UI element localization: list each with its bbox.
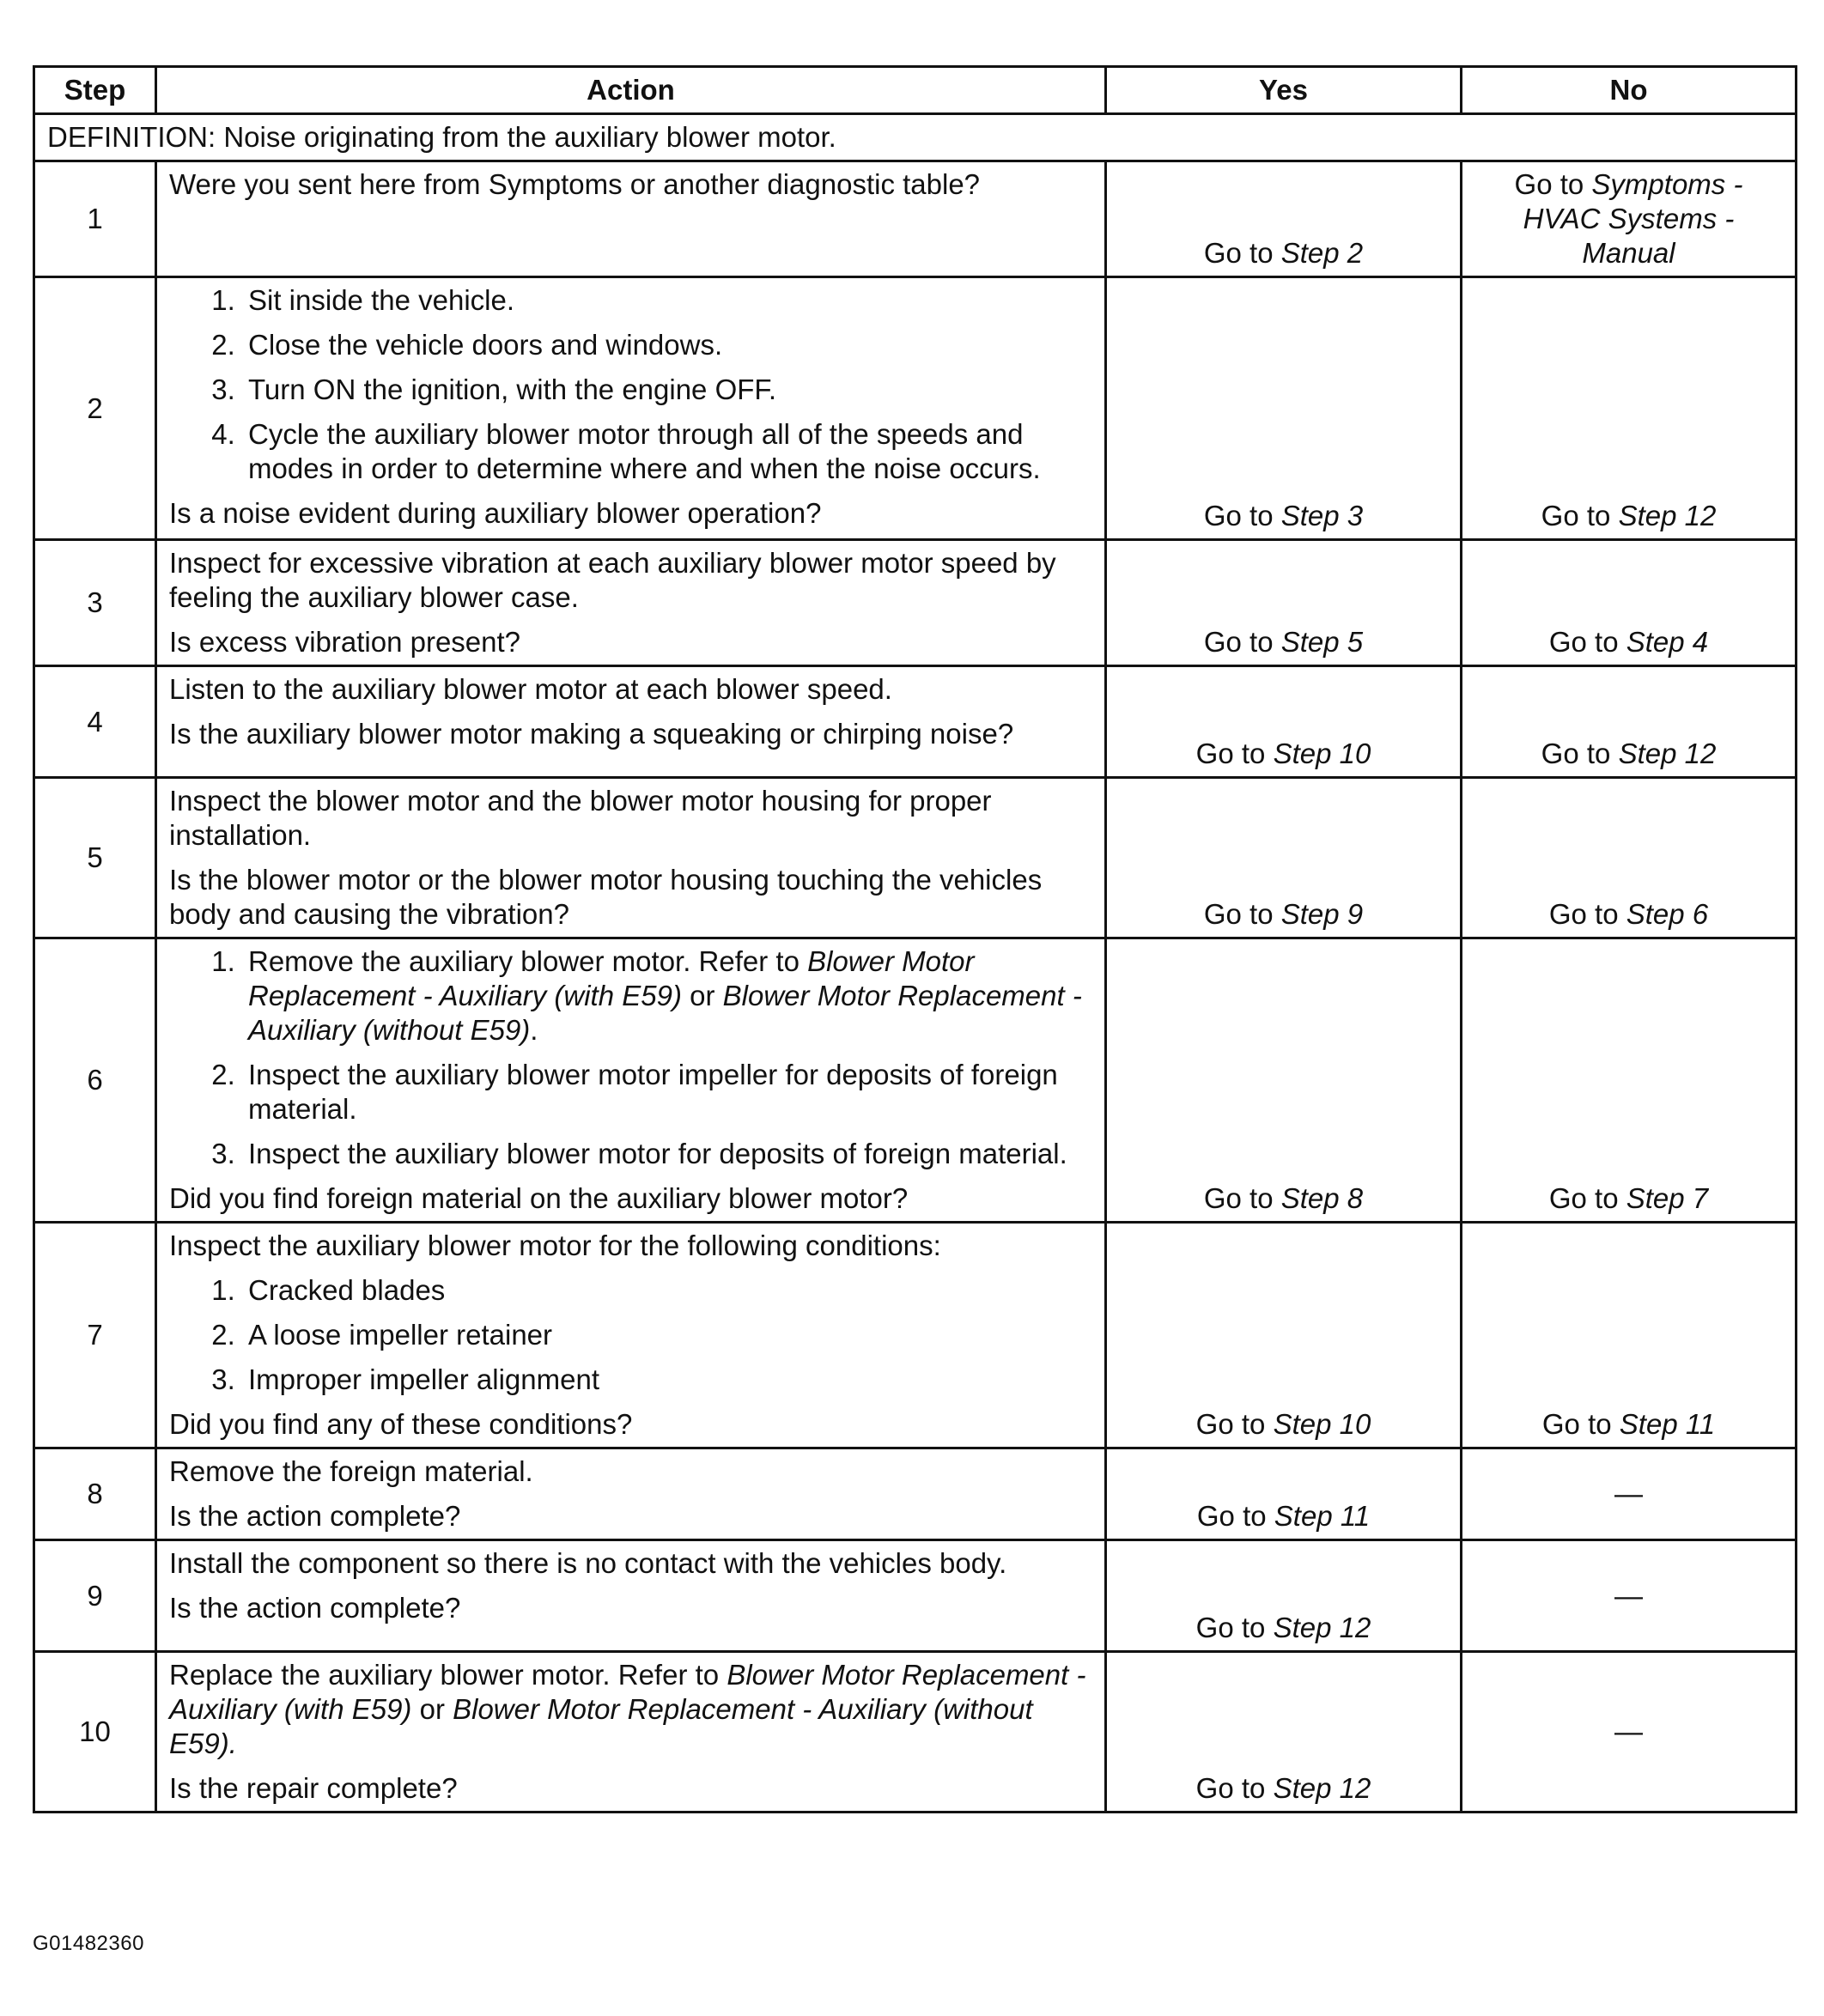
goto-prefix: Go to <box>1541 738 1619 769</box>
step-number: 10 <box>34 1652 156 1813</box>
action-cell <box>156 161 1106 277</box>
goto-target-link[interactable]: Step 11 <box>1274 1500 1371 1532</box>
goto-prefix: Go to <box>1203 1182 1281 1214</box>
goto-target-link[interactable]: Step 12 <box>1618 500 1717 531</box>
table-row <box>34 938 1797 1223</box>
header-row <box>34 67 1797 114</box>
table-row <box>34 277 1797 540</box>
step-number: 6 <box>34 938 156 1223</box>
goto-prefix: Go to <box>1548 626 1626 658</box>
action-cell <box>156 1540 1106 1652</box>
action-cell <box>156 540 1106 666</box>
figure-id: G01482360 <box>33 1932 144 1955</box>
step-number: 1 <box>34 161 156 277</box>
goto-target-link[interactable]: Step 2 <box>1280 237 1364 269</box>
procedure-list <box>169 1273 1092 1397</box>
reference-link[interactable]: Blower Motor Replacement - Auxiliary (without E59) <box>248 980 1082 1046</box>
goto-prefix: Go to <box>1195 738 1274 769</box>
action-cell <box>156 778 1106 938</box>
action-text: Remove the foreign material. <box>169 1455 533 1487</box>
goto-target-link[interactable]: Step 9 <box>1280 898 1364 930</box>
action-text: Inspect for excessive vibration at each auxiliary blower motor speed by feeling the auxiliary blower case. <box>169 547 1056 613</box>
no-cell <box>1462 540 1797 666</box>
goto-prefix: Go to <box>1541 500 1619 531</box>
action-text: Listen to the auxiliary blower motor at each blower speed. <box>169 673 892 705</box>
procedure-list <box>169 283 1092 486</box>
not-applicable-dash: — <box>1614 1478 1643 1509</box>
yes-cell <box>1106 1448 1462 1540</box>
action-cell <box>156 277 1106 540</box>
goto-target-link[interactable]: Step 8 <box>1280 1182 1364 1214</box>
action-cell <box>156 666 1106 778</box>
goto-prefix: Go to <box>1203 237 1281 269</box>
step-number: 8 <box>34 1448 156 1540</box>
action-text <box>169 1658 1092 1761</box>
yes-cell <box>1106 666 1462 778</box>
goto-prefix: Go to <box>1195 1612 1274 1643</box>
goto-prefix: Go to <box>1541 1408 1620 1440</box>
goto-target-link[interactable]: Symptoms - HVAC Systems - Manual <box>1523 168 1743 269</box>
not-applicable-dash: — <box>1614 1715 1643 1747</box>
action-text: Is the action complete? <box>169 1500 461 1532</box>
no-cell <box>1462 161 1797 277</box>
table-row <box>34 161 1797 277</box>
procedure-step: 1. Sit inside the vehicle. <box>243 283 1092 318</box>
yes-cell <box>1106 161 1462 277</box>
definition-text: DEFINITION: Noise originating from the auxiliary blower motor. <box>34 114 1797 161</box>
reference-link[interactable]: Blower Motor Replacement - Auxiliary (with E59) <box>248 945 975 1011</box>
action-text: Did you find foreign material on the auxiliary blower motor? <box>169 1182 909 1214</box>
no-cell <box>1462 938 1797 1223</box>
action-text: Is the repair complete? <box>169 1772 458 1804</box>
no-cell <box>1462 1540 1797 1652</box>
action-text: Is excess vibration present? <box>169 626 521 658</box>
yes-cell <box>1106 778 1462 938</box>
definition-row <box>34 114 1797 161</box>
goto-prefix: Go to <box>1195 1772 1274 1804</box>
goto-target-link[interactable]: Step 11 <box>1619 1408 1716 1440</box>
goto-target-link[interactable]: Step 6 <box>1626 898 1709 930</box>
action-text: Is the blower motor or the blower motor housing touching the vehicles body and causing the vibration? <box>169 864 1043 930</box>
action-text-fragment: Remove the auxiliary blower motor. Refer to <box>248 945 808 977</box>
yes-cell <box>1106 1652 1462 1813</box>
goto-prefix: Go to <box>1514 168 1592 200</box>
goto-target-link[interactable]: Step 4 <box>1626 626 1709 658</box>
header-step: Step <box>34 67 156 114</box>
goto-prefix: Go to <box>1203 626 1281 658</box>
yes-cell <box>1106 938 1462 1223</box>
yes-cell <box>1106 277 1462 540</box>
procedure-step: 3. Turn ON the ignition, with the engine OFF. <box>243 373 1092 407</box>
action-text: Is the action complete? <box>169 1592 461 1624</box>
action-text: Is the auxiliary blower motor making a squeaking or chirping noise? <box>169 718 1014 750</box>
procedure-step: 4. Cycle the auxiliary blower motor through all of the speeds and modes in order to determine where and when the noise occurs. <box>243 417 1092 486</box>
procedure-step: 3. Inspect the auxiliary blower motor for deposits of foreign material. <box>243 1137 1092 1171</box>
table-row <box>34 778 1797 938</box>
action-text: Did you find any of these conditions? <box>169 1408 633 1440</box>
not-applicable-dash: — <box>1614 1579 1643 1612</box>
action-text: Is a noise evident during auxiliary blower operation? <box>169 497 822 529</box>
goto-prefix: Go to <box>1203 898 1281 930</box>
action-text: Inspect the blower motor and the blower motor housing for proper installation. <box>169 785 992 851</box>
procedure-step: 2. Inspect the auxiliary blower motor impeller for deposits of foreign material. <box>243 1058 1092 1126</box>
step-number: 4 <box>34 666 156 778</box>
reference-link[interactable]: Blower Motor Replacement - Auxiliary (without E59). <box>169 1693 1033 1759</box>
table-row <box>34 1223 1797 1448</box>
yes-cell <box>1106 540 1462 666</box>
action-cell <box>156 938 1106 1223</box>
step-number: 5 <box>34 778 156 938</box>
goto-target-link[interactable]: Step 5 <box>1280 626 1364 658</box>
table-row <box>34 1652 1797 1813</box>
goto-target-link[interactable]: Step 10 <box>1273 738 1371 769</box>
goto-prefix: Go to <box>1548 898 1626 930</box>
action-text-fragment: or <box>681 980 723 1011</box>
yes-cell <box>1106 1223 1462 1448</box>
action-text-fragment: Replace the auxiliary blower motor. Refer to <box>169 1659 727 1691</box>
goto-prefix: Go to <box>1203 500 1281 531</box>
action-cell <box>156 1223 1106 1448</box>
action-text-fragment: . <box>530 1014 538 1046</box>
goto-prefix: Go to <box>1195 1408 1274 1440</box>
reference-link[interactable]: Blower Motor Replacement - Auxiliary (with E59) <box>169 1659 1086 1725</box>
goto-target-link[interactable]: Step 12 <box>1273 1772 1371 1804</box>
action-text: Install the component so there is no contact with the vehicles body. <box>169 1547 1007 1579</box>
action-cell <box>156 1652 1106 1813</box>
table-body <box>34 114 1797 1813</box>
procedure-step: 2. A loose impeller retainer <box>243 1318 1092 1352</box>
no-cell <box>1462 277 1797 540</box>
action-text-fragment: or <box>411 1693 453 1725</box>
step-number: 2 <box>34 277 156 540</box>
yes-cell <box>1106 1540 1462 1652</box>
goto-prefix: Go to <box>1548 1182 1626 1214</box>
table-row <box>34 540 1797 666</box>
table-row <box>34 1540 1797 1652</box>
no-cell <box>1462 1223 1797 1448</box>
goto-target-link[interactable]: Step 12 <box>1273 1612 1371 1643</box>
procedure-step: 3. Improper impeller alignment <box>243 1363 1092 1397</box>
action-text: Inspect the auxiliary blower motor for the following conditions: <box>169 1230 941 1261</box>
step-number: 3 <box>34 540 156 666</box>
no-cell <box>1462 1652 1797 1813</box>
action-text: Were you sent here from Symptoms or another diagnostic table? <box>169 168 981 200</box>
no-cell <box>1462 1448 1797 1540</box>
no-cell <box>1462 778 1797 938</box>
procedure-step: 2. Close the vehicle doors and windows. <box>243 328 1092 362</box>
procedure-list <box>169 944 1092 1171</box>
step-number: 7 <box>34 1223 156 1448</box>
goto-target-link[interactable]: Step 7 <box>1626 1182 1709 1214</box>
header-no: No <box>1462 67 1797 114</box>
diagnostic-table <box>33 65 1797 1813</box>
procedure-step: 1. Cracked blades <box>243 1273 1092 1308</box>
header-yes: Yes <box>1106 67 1462 114</box>
header-action: Action <box>156 67 1106 114</box>
action-cell <box>156 1448 1106 1540</box>
goto-target-link[interactable]: Step 10 <box>1273 1408 1371 1440</box>
goto-prefix: Go to <box>1196 1500 1274 1532</box>
procedure-step <box>243 944 1092 1047</box>
goto-target-link[interactable]: Step 3 <box>1280 500 1364 531</box>
step-number: 9 <box>34 1540 156 1652</box>
table-row <box>34 1448 1797 1540</box>
no-cell <box>1462 666 1797 778</box>
goto-target-link[interactable]: Step 12 <box>1618 738 1717 769</box>
table-row <box>34 666 1797 778</box>
